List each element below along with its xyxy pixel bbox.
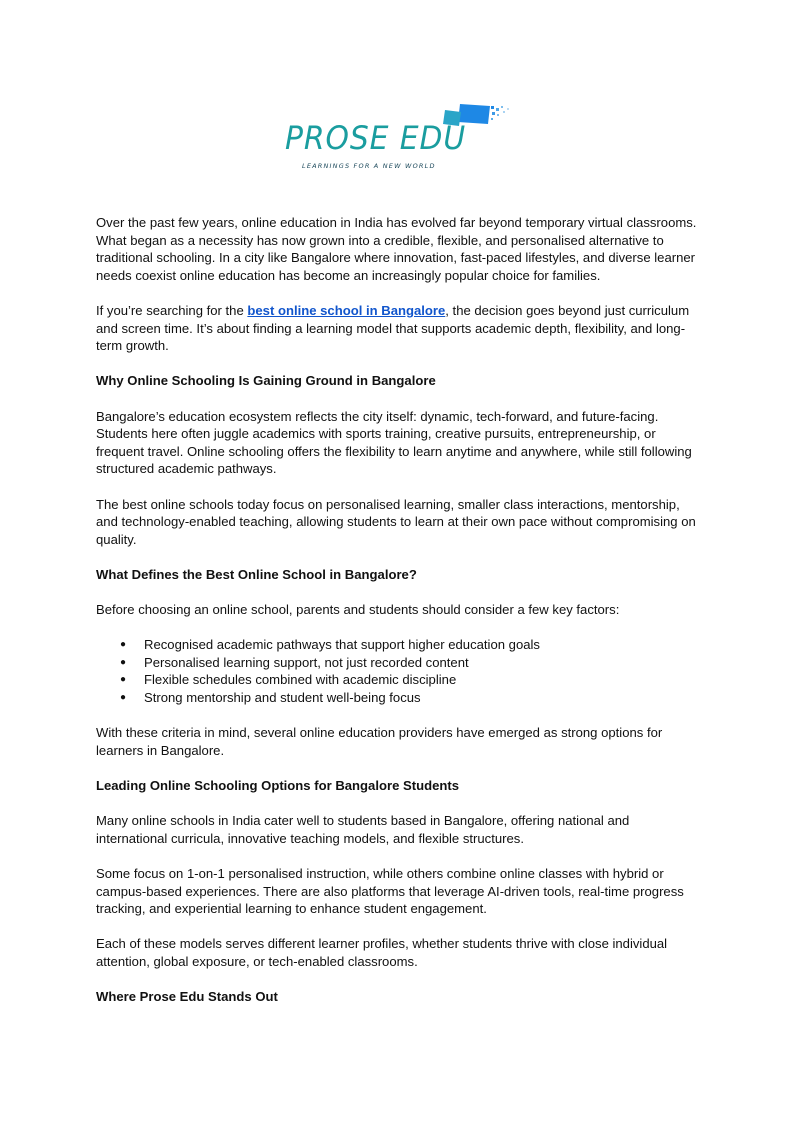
prose-edu-logo bbox=[285, 100, 515, 175]
best-online-school-link[interactable]: best online school in Bangalore bbox=[247, 302, 446, 318]
criteria-list bbox=[96, 636, 700, 706]
article-body bbox=[96, 214, 700, 1023]
list-item bbox=[120, 671, 700, 689]
section-why-paragraph-2: The best online schools today focus on personalised learning, smaller class interactions, mentorship, and technology-enabled teaching, allowing students to learn at their own pace without compromising on quality. bbox=[96, 496, 696, 547]
logo-wordmark: PROSE EDU bbox=[285, 119, 467, 157]
section-leading-paragraph-3: Each of these models serves different learner profiles, whether students thrive with close individual attention, global exposure, or tech-enabled classrooms. bbox=[96, 936, 668, 969]
list-item bbox=[120, 636, 700, 654]
intro-text-before-link: If you’re searching for the bbox=[96, 302, 248, 318]
section-heading-what-defines: What Defines the Best Online School in Bangalore? bbox=[96, 566, 417, 582]
list-item-text: Flexible schedules combined with academic discipline bbox=[144, 672, 457, 688]
section-defines-outro: With these criteria in mind, several online education providers have emerged as strong options for learners in Bangalore. bbox=[96, 725, 663, 758]
section-leading-paragraph-2: Some focus on 1-on-1 personalised instruction, while others combine online classes with hybrid or campus-based experiences. There are also platforms that leverage AI-driven tools, real-time progress tracking, and experiential learning to enhance student engagement. bbox=[96, 865, 684, 917]
list-item-text: Personalised learning support, not just recorded content bbox=[144, 654, 469, 670]
section-defines-intro: Before choosing an online school, parents and students should consider a few key factors: bbox=[96, 602, 620, 618]
bullet-icon: ● bbox=[120, 674, 127, 686]
list-item bbox=[120, 654, 700, 672]
section-heading-why-online: Why Online Schooling Is Gaining Ground in Bangalore bbox=[96, 373, 436, 389]
bullet-icon: ● bbox=[120, 692, 127, 704]
section-leading-paragraph-1: Many online schools in India cater well to students based in Bangalore, offering national and international curricula, innovative teaching models, and flexible structures. bbox=[96, 813, 630, 846]
list-item-text: Strong mentorship and student well-being focus bbox=[144, 690, 421, 706]
list-item-text: Recognised academic pathways that support higher education goals bbox=[144, 637, 540, 653]
list-item bbox=[120, 689, 700, 707]
section-why-paragraph-1: Bangalore’s education ecosystem reflects the city itself: dynamic, tech-forward, and future-facing. Students here often juggle academics with sports training, creative pursuits, entrepreneurship, or frequent travel. Online schooling offers the flexibility to learn anytime and anywhere, while still following structured academic pathways. bbox=[96, 408, 692, 477]
section-heading-leading-options: Leading Online Schooling Options for Bangalore Students bbox=[96, 778, 459, 793]
section-heading-prose-edu: Where Prose Edu Stands Out bbox=[96, 989, 278, 1005]
bullet-icon: ● bbox=[120, 639, 127, 651]
intro-text-after-link: , the decision goes beyond just curriculum and screen time. It’s about finding a learning model that supports academic depth, flexibility, and long-term growth. bbox=[96, 302, 690, 354]
intro-link-paragraph bbox=[96, 302, 700, 355]
intro-paragraph: Over the past few years, online education in India has evolved far beyond temporary virtual classrooms. What began as a necessity has now grown into a credible, flexible, and personalised alternative to traditional schooling. In a city like Bangalore where innovation, fast-paced lifestyles, and diverse learner needs coexist online education has become an increasingly popular choice for families. bbox=[96, 215, 697, 283]
logo-tagline: LEARNINGS FOR A NEW WORLD bbox=[302, 162, 436, 170]
bullet-icon: ● bbox=[120, 656, 127, 668]
